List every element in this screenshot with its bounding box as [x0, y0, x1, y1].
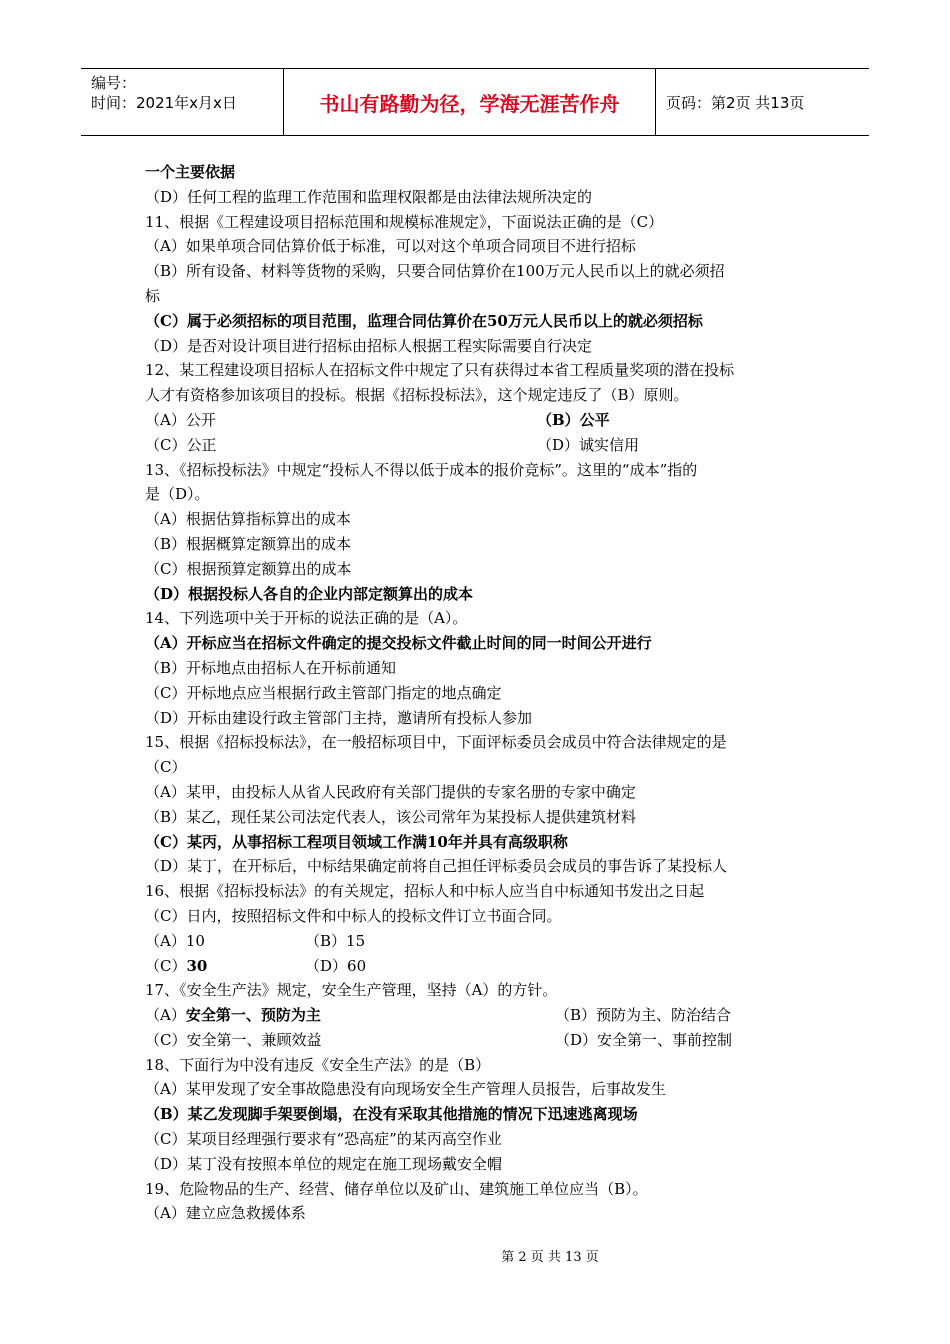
option-line: （C）根据预算定额算出的成本 — [145, 559, 352, 578]
option-line: （B）15 — [305, 931, 366, 950]
answer-option: （C）某丙，从事招标工程项目领域工作满10年并具有高级职称 — [145, 832, 568, 851]
question-19: 19、危险物品的生产、经营、储存单位以及矿山、建筑施工单位应当（B）。 — [145, 1179, 648, 1198]
option-line: （B）某乙，现任某公司法定代表人，该公司常年为某投标人提供建筑材料 — [145, 807, 637, 826]
option-row — [145, 1003, 810, 1028]
option-line: （C）开标地点应当根据行政主管部门指定的地点确定 — [145, 683, 502, 702]
question-16-cont: （C）日内，按照招标文件和中标人的投标文件订立书面合同。 — [145, 906, 562, 925]
answer-option: （A）开标应当在招标文件确定的提交投标文件截止时间的同一时间公开进行 — [145, 634, 652, 653]
answer-option: （D）根据投标人各自的企业内部定额算出的成本 — [145, 584, 474, 603]
option-row — [145, 954, 810, 979]
document-body — [145, 160, 810, 1226]
option-line: （D）开标由建设行政主管部门主持，邀请所有投标人参加 — [145, 708, 533, 727]
option-row — [145, 929, 810, 954]
answer-option: （C）属于必须招标的项目范围，监理合同估算价在50万元人民币以上的就必须招标 — [145, 311, 703, 330]
option-row — [145, 433, 810, 458]
question-14: 14、下列选项中关于开标的说法正确的是（A）。 — [145, 609, 468, 628]
answer-value: 安全第一、预防为主 — [185, 1006, 321, 1025]
question-12-cont: 人才有资格参加该项目的投标。根据《招标投标法》，这个规定违反了（B）原则。 — [145, 386, 689, 405]
option-line: （A）10 — [145, 931, 205, 950]
document-number-label: 编号： — [91, 74, 137, 92]
question-13-cont: 是（D）。 — [145, 485, 210, 504]
option-line: （D）是否对设计项目进行招标由招标人根据工程实际需要自行决定 — [145, 336, 593, 355]
option-line: （D）某丁没有按照本单位的规定在施工现场戴安全帽 — [145, 1154, 503, 1173]
text-line: （D）任何工程的监理工作范围和监理权限都是由法律法规所决定的 — [145, 187, 593, 206]
option-line: （B）根据概算定额算出的成本 — [145, 534, 352, 553]
header-page-label: 页码：第2页 共13页 — [666, 93, 805, 112]
option-line: 标 — [145, 286, 161, 305]
header-motto: 书山有路勤为径，学海无涯苦作舟 — [284, 69, 656, 135]
option-line: （A）某甲发现了安全事故隐患没有向现场安全生产管理人员报告，后事故发生 — [145, 1080, 666, 1099]
option-line: （A）公开 — [145, 410, 216, 429]
page-footer: 第 2 页 共 13 页 — [501, 1250, 599, 1265]
option-line: （A）如果单项合同估算价低于标准，可以对这个单项合同项目不进行招标 — [145, 237, 636, 256]
option-prefix: （C） — [145, 956, 187, 975]
question-15-cont: （C） — [145, 758, 187, 777]
question-16: 16、根据《招标投标法》的有关规定，招标人和中标人应当自中标通知书发出之日起 — [145, 882, 705, 901]
option-line: （C）公正 — [145, 435, 217, 454]
question-17: 17、《安全生产法》规定，安全生产管理，坚持（A）的方针。 — [145, 981, 558, 1000]
question-18: 18、下面行为中没有违反《安全生产法》的是（B） — [145, 1055, 491, 1074]
option-row — [145, 408, 810, 433]
question-15: 15、根据《招标投标法》，在一般招标项目中，下面评标委员会成员中符合法律规定的是 — [145, 733, 727, 752]
option-line: （A）建立应急救援体系 — [145, 1204, 306, 1223]
option-row — [145, 1028, 810, 1053]
option-line: （B）开标地点由招标人在开标前通知 — [145, 658, 397, 677]
option-line: （B）预防为主、防治结合 — [555, 1006, 732, 1025]
answer-option — [145, 954, 305, 979]
option-line: （D）安全第一、事前控制 — [555, 1030, 733, 1049]
answer-option: （B）某乙发现脚手架要倒塌，在没有采取其他措施的情况下迅速逃离现场 — [145, 1105, 638, 1124]
text-line: 一个主要依据 — [145, 163, 236, 181]
document-date-label: 时间：2021年x月x日 — [91, 94, 237, 112]
option-prefix: （A） — [145, 1006, 186, 1025]
option-line: （B）所有设备、材料等货物的采购，只要合同估算价在100万元人民币以上的就必须招 — [145, 262, 725, 281]
option-line: （C）安全第一、兼顾效益 — [145, 1030, 322, 1049]
page-header — [81, 68, 869, 136]
answer-value: 30 — [186, 956, 208, 975]
option-line: （A）某甲，由投标人从省人民政府有关部门提供的专家名册的专家中确定 — [145, 782, 636, 801]
option-line: （D）60 — [305, 956, 367, 975]
answer-option — [145, 1003, 555, 1028]
option-line: （D）某丁，在开标后，中标结果确定前将自己担任评标委员会成员的事告诉了某投标人 — [145, 857, 728, 876]
answer-option: （B）公平 — [537, 410, 610, 429]
header-left-cell — [81, 69, 284, 135]
question-12: 12、某工程建设项目招标人在招标文件中规定了只有获得过本省工程质量奖项的潜在投标 — [145, 361, 735, 380]
option-line: （A）根据估算指标算出的成本 — [145, 510, 351, 529]
option-line: （C）某项目经理强行要求有“恐高症”的某丙高空作业 — [145, 1130, 502, 1149]
question-13: 13、《招标投标法》中规定“投标人不得以低于成本的报价竞标”。这里的“成本”指的 — [145, 460, 698, 479]
option-line: （D）诚实信用 — [537, 435, 640, 454]
question-11: 11、根据《工程建设项目招标范围和规模标准规定》，下面说法正确的是（C） — [145, 212, 664, 231]
